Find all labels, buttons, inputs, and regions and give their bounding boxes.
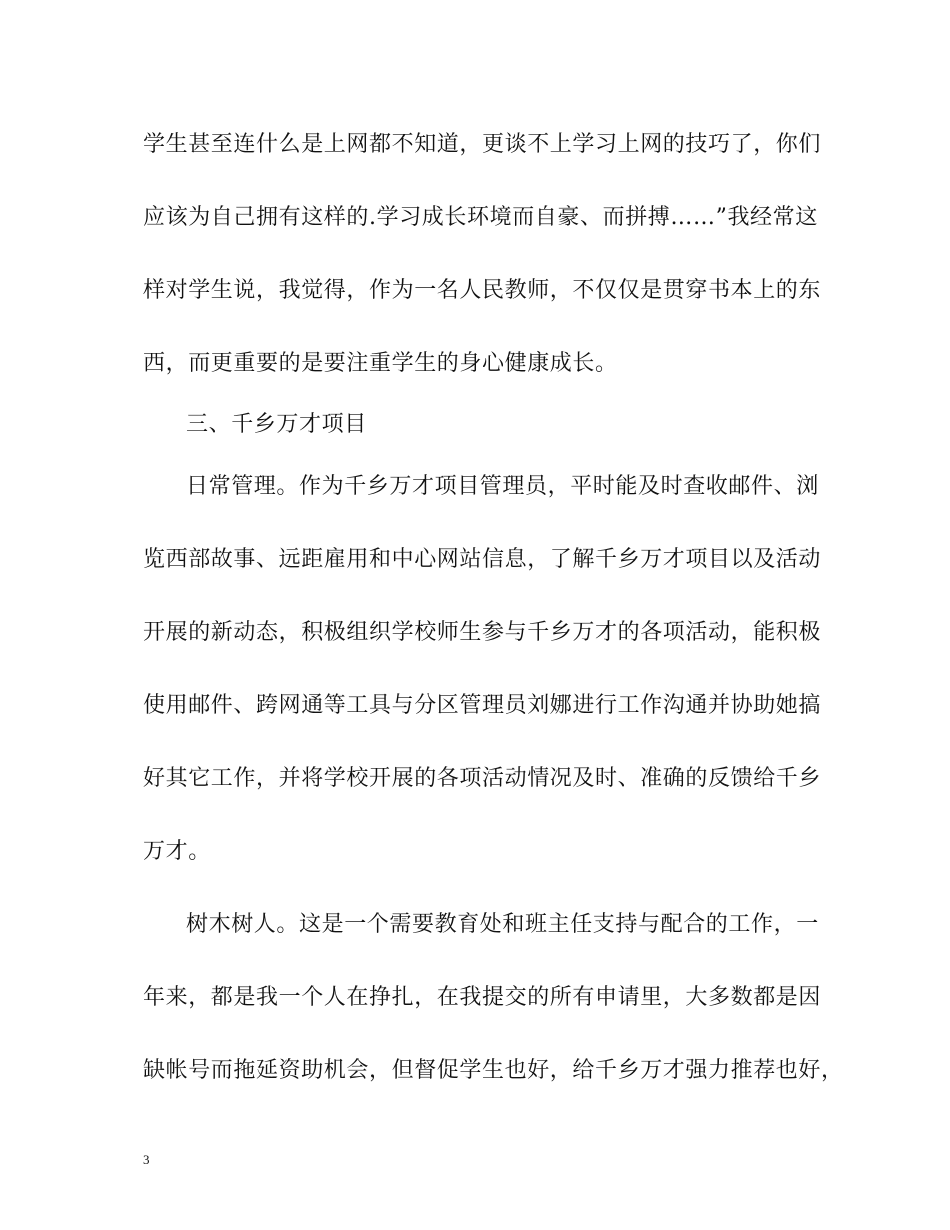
text-line: 缺帐号而拖延资助机会，但督促学生也好，给千乡万才强力推荐也好， [143,1058,844,1083]
text-line: 年来，都是我一个人在挣扎，在我提交的所有申请里，大多数都是因 [143,985,822,1010]
text-line: 西，而更重要的是要注重学生的身心健康成长。 [143,351,618,376]
text-line: 样对学生说，我觉得，作为一名人民教师，不仅仅是贯穿书本上的东 [143,278,822,303]
text-line: 万才。 [143,839,211,864]
text-line: 日常管理。作为千乡万才项目管理员，平时能及时查收邮件、浏 [186,474,819,499]
text-line: 开展的新动态，积极组织学校师生参与千乡万才的各项活动，能积极 [143,620,822,645]
text-line: 学生甚至连什么是上网都不知道，更谈不上学习上网的技巧了，你们 [143,132,822,157]
section-heading: 三、千乡万才项目 [186,412,367,437]
text-line: 好其它工作，并将学校开展的各项活动情况及时、准确的反馈给千乡 [143,766,822,791]
text-line: 树木树人。这是一个需要教育处和班主任支持与配合的工作，一 [186,912,819,937]
text-line: 使用邮件、跨网通等工具与分区管理员刘娜进行工作沟通并协助她搞 [143,693,822,718]
text-line: 应该为自己拥有这样的.学习成长环境而自豪、而拼搏……”我经常这 [143,205,818,230]
text-line: 览西部故事、远距雇用和中心网站信息，了解千乡万才项目以及活动 [143,547,822,572]
page-number: 3 [143,1152,150,1167]
